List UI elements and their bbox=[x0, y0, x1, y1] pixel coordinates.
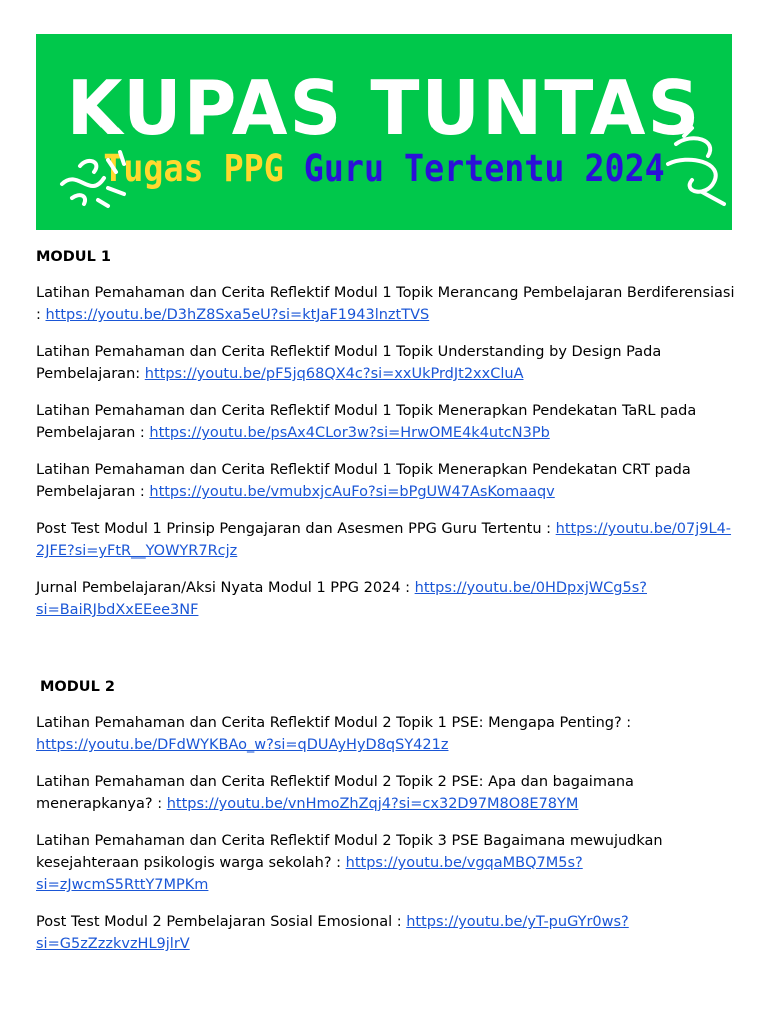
document-body bbox=[36, 240, 736, 970]
list-item: Latihan Pemahaman dan Cerita Reflektif Modul 1 Topik Menerapkan Pendekatan CRT pada Pembelajaran : https://youtu.be/vmubxjcAuFo?si=bPgUW47AsKomaaqv bbox=[36, 462, 691, 500]
youtube-link[interactable]: https://youtu.be/vnHmoZhZqj4?si=cx32D97M8O8E78YM bbox=[166, 796, 579, 812]
banner-title: KUPAS TUNTAS bbox=[66, 63, 702, 153]
youtube-link[interactable]: https://youtu.be/D3hZ8Sxa5eU?si=ktJaF1943lnztTVS bbox=[45, 307, 430, 323]
header-banner bbox=[36, 34, 732, 230]
list-item: Latihan Pemahaman dan Cerita Reflektif Modul 1 Topik Merancang Pembelajaran Berdiferensiasi : https://youtu.be/D3hZ8Sxa5eU?si=ktJaF1943lnztTVS bbox=[36, 285, 735, 323]
banner-subtitle-part1: Tugas PPG bbox=[103, 147, 284, 190]
list-item: Jurnal Pembelajaran/Aksi Nyata Modul 1 PPG 2024 : https://youtu.be/0HDpxjWCg5s?si=BaiRJbdXxEEee3NF bbox=[36, 580, 647, 618]
youtube-link[interactable]: https://youtu.be/0HDpxjWCg5s?si=BaiRJbdXxEEee3NF bbox=[36, 580, 647, 618]
list-item: Latihan Pemahaman dan Cerita Reflektif Modul 1 Topik Understanding by Design Pada Pembelajaran: https://youtu.be/pF5jq68QX4c?si=xxUkPrdJt2xxCluA bbox=[36, 344, 662, 382]
sparkle-doodle-icon bbox=[662, 126, 732, 208]
module-2-section bbox=[36, 676, 736, 955]
module-1-section bbox=[36, 246, 736, 621]
section-spacer bbox=[36, 636, 736, 670]
list-item: Latihan Pemahaman dan Cerita Reflektif Modul 2 Topik 1 PSE: Mengapa Penting? : https://youtu.be/DFdWYKBAo_w?si=qDUAyHyD8qSY421z bbox=[36, 715, 632, 753]
module-heading: MODUL 1 bbox=[36, 249, 111, 265]
youtube-link[interactable]: https://youtu.be/pF5jq68QX4c?si=xxUkPrdJt2xxCluA bbox=[144, 366, 524, 382]
module-heading: MODUL 2 bbox=[40, 679, 115, 695]
banner-subtitle-part2: Guru Tertentu 2024 bbox=[303, 147, 665, 190]
banner-subtitle bbox=[71, 147, 697, 191]
youtube-link[interactable]: https://youtu.be/vmubxjcAuFo?si=bPgUW47AsKomaaqv bbox=[149, 484, 555, 500]
list-item: Latihan Pemahaman dan Cerita Reflektif Modul 2 Topik 3 PSE Bagaimana mewujudkan kesejahteraan psikologis warga sekolah? : https://youtu.be/vgqaMBQ7M5s?si=zJwcmS5RttY7MPKm bbox=[36, 833, 663, 893]
youtube-link[interactable]: https://youtu.be/07j9L4-2JFE?si=yFtR__YOWYR7Rcjz bbox=[36, 521, 732, 559]
youtube-link[interactable]: https://youtu.be/vgqaMBQ7M5s?si=zJwcmS5RttY7MPKm bbox=[36, 855, 583, 893]
youtube-link[interactable]: https://youtu.be/DFdWYKBAo_w?si=qDUAyHyD8qSY421z bbox=[36, 737, 449, 753]
list-item: Latihan Pemahaman dan Cerita Reflektif Modul 2 Topik 2 PSE: Apa dan bagaimana menerapkanya? : https://youtu.be/vnHmoZhZqj4?si=cx32D97M8O8E78YM bbox=[36, 774, 634, 812]
youtube-link[interactable]: https://youtu.be/yT-puGYr0ws?si=G5zZzzkvzHL9jlrV bbox=[36, 914, 629, 952]
list-item: Post Test Modul 2 Pembelajaran Sosial Emosional : https://youtu.be/yT-puGYr0ws?si=G5zZzzkvzHL9jlrV bbox=[36, 914, 629, 952]
sparkle-doodle-icon bbox=[58, 148, 138, 210]
list-item: Post Test Modul 1 Prinsip Pengajaran dan Asesmen PPG Guru Tertentu : https://youtu.be/07j9L4-2JFE?si=yFtR__YOWYR7Rcjz bbox=[36, 521, 732, 559]
list-item: Latihan Pemahaman dan Cerita Reflektif Modul 1 Topik Menerapkan Pendekatan TaRL pada Pembelajaran : https://youtu.be/psAx4CLor3w?si=HrwOME4k4utcN3Pb bbox=[36, 403, 697, 441]
youtube-link[interactable]: https://youtu.be/psAx4CLor3w?si=HrwOME4k4utcN3Pb bbox=[149, 425, 550, 441]
